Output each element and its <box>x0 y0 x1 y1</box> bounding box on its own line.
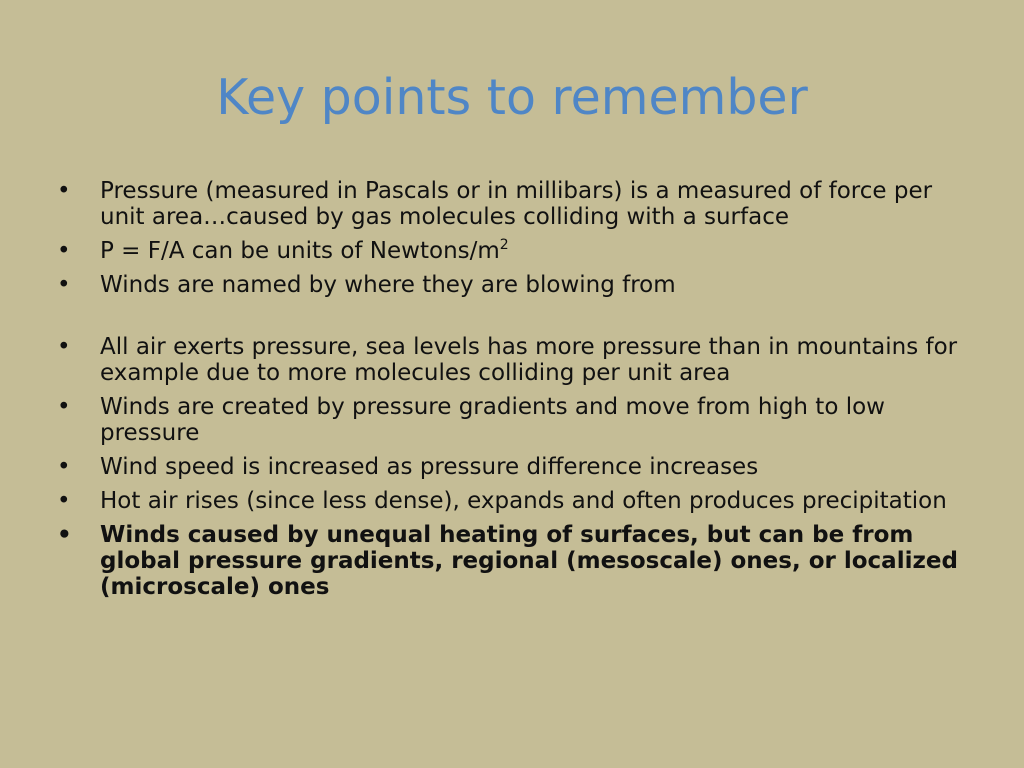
bullet-list <box>52 178 982 608</box>
bullet-item <box>52 272 982 298</box>
bullet-text: Winds are named by where they are blowing from <box>100 272 676 298</box>
bullet-dot-icon: • <box>57 178 71 204</box>
bullet-dot-icon: • <box>57 522 72 548</box>
bullet-dot-icon: • <box>57 334 71 360</box>
bullet-dot-icon: • <box>57 394 71 420</box>
bullet-text: Winds are created by pressure gradients and move from high to low pressure <box>100 394 885 446</box>
bullet-dot-icon: • <box>57 238 71 264</box>
bullet-dot-icon: • <box>57 272 71 298</box>
bullet-item <box>52 178 982 230</box>
bullet-item <box>52 454 982 480</box>
bullet-text: Hot air rises (since less dense), expands and often produces precipitation <box>100 488 947 514</box>
slide-title: Key points to remember <box>216 69 808 126</box>
bullet-item <box>52 488 982 514</box>
bullet-text: Winds caused by unequal heating of surfaces, but can be from global pressure gradients, regional (mesoscale) ones, or localized (microscale) ones <box>100 522 958 600</box>
bullet-item <box>52 394 982 446</box>
superscript: 2 <box>499 237 509 253</box>
bullet-text: All air exerts pressure, sea levels has more pressure than in mountains for example due to more molecules colliding per unit area <box>100 334 958 386</box>
bullet-item <box>52 238 982 264</box>
bullet-text: P = F/A can be units of Newtons/m <box>100 238 500 264</box>
bullet-item <box>52 334 982 386</box>
bullet-text: Wind speed is increased as pressure difference increases <box>100 454 759 480</box>
bullet-item <box>52 522 982 600</box>
bullet-dot-icon: • <box>57 454 71 480</box>
bullet-dot-icon: • <box>57 488 71 514</box>
bullet-text: Pressure (measured in Pascals or in millibars) is a measured of force per unit area…caused by gas molecules colliding with a surface <box>100 178 933 230</box>
